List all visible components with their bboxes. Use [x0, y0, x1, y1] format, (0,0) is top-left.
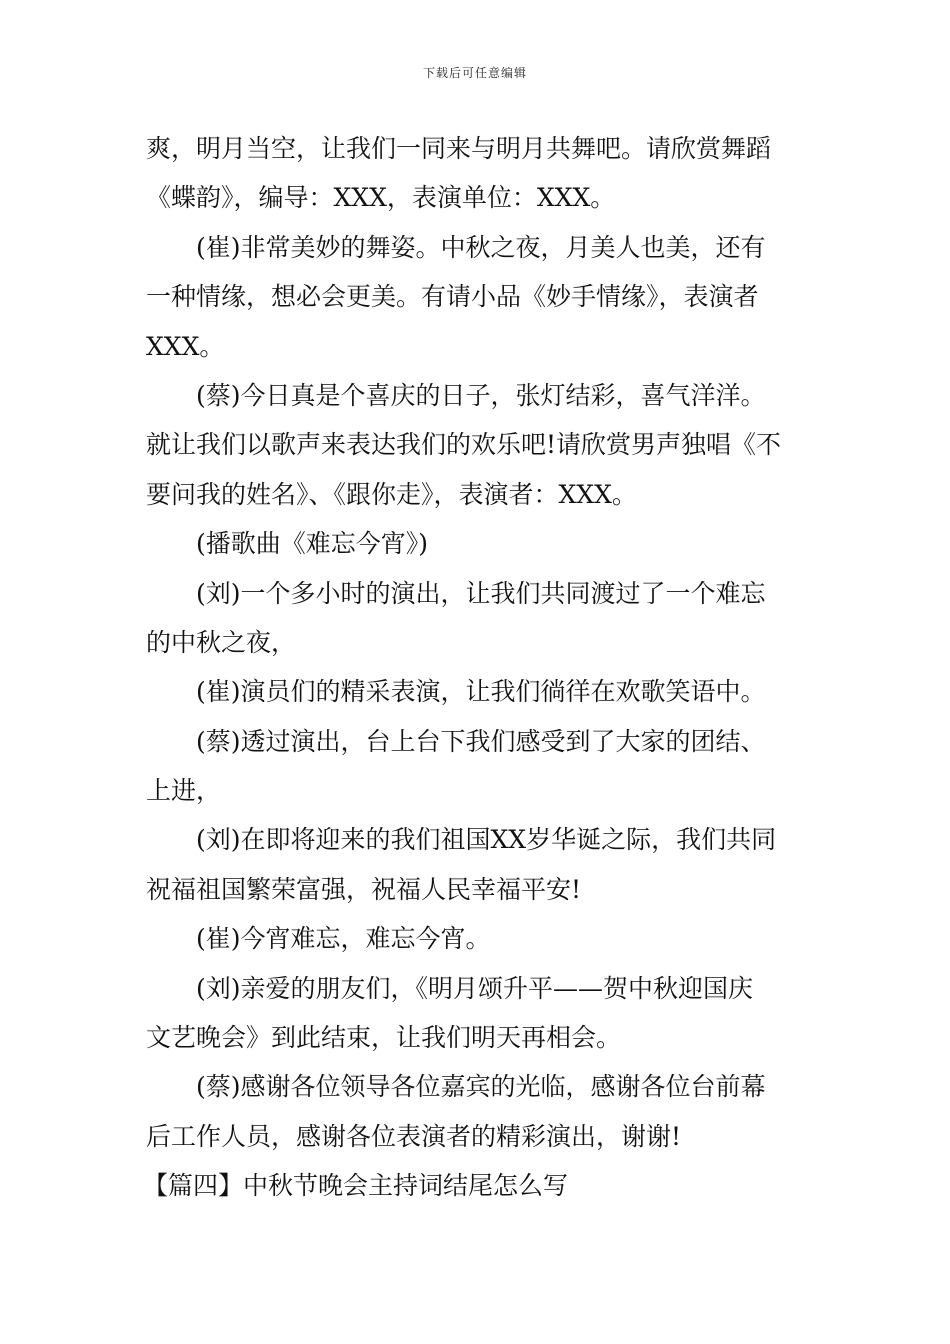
text-line: 后工作人员，感谢各位表演者的精彩演出，谢谢! — [146, 1121, 682, 1151]
text-line: (播歌曲《难忘今宵》) — [196, 529, 429, 559]
document-body — [143, 124, 810, 1211]
text-line: (刘)亲爱的朋友们，《明月颂升平——贺中秋迎国庆 — [196, 973, 754, 1003]
text-line: (崔)演员们的精采表演，让我们徜徉在欢歌笑语中。 — [196, 677, 766, 707]
text-line: 祝福祖国繁荣富强，祝福人民幸福平安! — [146, 874, 582, 904]
text-line: 文艺晚会》到此结束，让我们明天再相会。 — [146, 1023, 622, 1053]
text-line: 上进， — [146, 776, 222, 806]
page-header: 下载后可任意编辑 — [422, 66, 527, 80]
text-line: 的中秋之夜， — [146, 627, 297, 657]
text-line: 《蝶韵》，编导：XXX，表演单位：XXX。 — [146, 183, 616, 213]
text-line: (刘)一个多小时的演出，让我们共同渡过了一个难忘 — [196, 578, 766, 608]
text-line: XXX。 — [146, 331, 225, 361]
text-line: (刘)在即将迎来的我们祖国XX岁华诞之际，我们共同 — [196, 825, 777, 855]
text-line: 一种情缘，想必会更美。有请小品《妙手情缘》，表演者 — [146, 282, 759, 312]
text-line: (蔡)透过演出，台上台下我们感受到了大家的团结、 — [196, 726, 766, 756]
text-line: (蔡)今日真是个喜庆的日子，张灯结彩，喜气洋洋。 — [196, 380, 766, 410]
text-line: (崔)非常美妙的舞姿。中秋之夜，月美人也美，还有 — [196, 232, 766, 262]
section-heading: 【篇四】中秋节晚会主持词结尾怎么写 — [143, 1171, 569, 1201]
text-line: (蔡)感谢各位领导各位嘉宾的光临，感谢各位台前幕 — [196, 1072, 766, 1102]
text-line: (崔)今宵难忘，难忘今宵。 — [196, 924, 491, 954]
text-line: 要问我的姓名》、《跟你走》，表演者：XXX。 — [146, 479, 637, 509]
text-line: 爽，明月当空，让我们一同来与明月共舞吧。请欣赏舞蹈 — [146, 134, 772, 163]
text-line: 就让我们以歌声来表达我们的欢乐吧!请欣赏男声独唱《不 — [146, 430, 782, 460]
paragraph-lines — [146, 124, 810, 1161]
